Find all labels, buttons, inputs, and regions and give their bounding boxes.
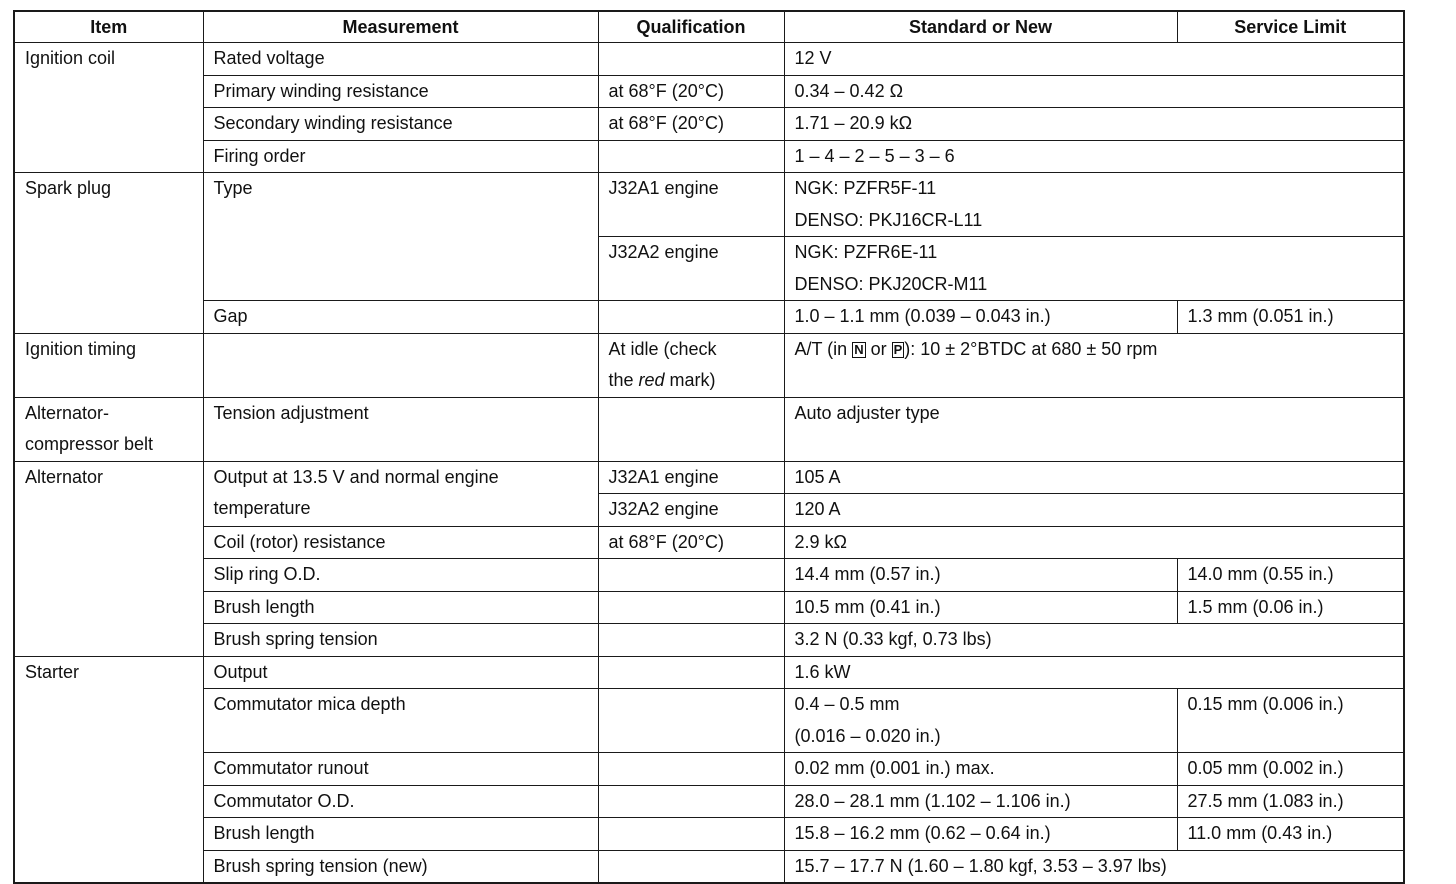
standard-cell: 0.02 mm (0.001 in.) max. xyxy=(784,753,1177,786)
qualification-cell: at 68°F (20°C) xyxy=(598,108,784,141)
standard-cell: 1.71 – 20.9 kΩ xyxy=(784,108,1404,141)
text-run: or xyxy=(865,338,892,359)
standard-cell xyxy=(784,689,1177,753)
service-limit-cell: 14.0 mm (0.55 in.) xyxy=(1177,559,1404,592)
table-row xyxy=(14,397,1404,461)
measurement-cell: Commutator mica depth xyxy=(203,689,598,753)
qualification-cell: J32A1 engine xyxy=(598,173,784,237)
qualification-cell xyxy=(598,753,784,786)
gear-n-symbol: N xyxy=(854,341,864,357)
measurement-cell: Gap xyxy=(203,301,598,334)
table-row xyxy=(14,850,1404,883)
standard-cell: 1 – 4 – 2 – 5 – 3 – 6 xyxy=(784,140,1404,173)
table-row xyxy=(14,753,1404,786)
service-limit-cell: 0.15 mm (0.006 in.) xyxy=(1177,689,1404,753)
table-row xyxy=(14,43,1404,76)
qualification-cell xyxy=(598,397,784,461)
table-row xyxy=(14,140,1404,173)
measurement-cell: Firing order xyxy=(203,140,598,173)
qualification-cell: at 68°F (20°C) xyxy=(598,526,784,559)
measurement-cell: Tension adjustment xyxy=(203,397,598,461)
measurement-cell: Coil (rotor) resistance xyxy=(203,526,598,559)
table-row xyxy=(14,785,1404,818)
standard-cell: Auto adjuster type xyxy=(784,397,1404,461)
measurement-cell: Brush spring tension (new) xyxy=(203,850,598,883)
item-line: Alternator- xyxy=(25,402,110,423)
measurement-line: temperature xyxy=(213,498,311,518)
service-limit-cell: 1.5 mm (0.06 in.) xyxy=(1177,591,1404,624)
table-row xyxy=(14,461,1404,494)
measurement-cell: Type xyxy=(203,173,598,301)
service-limit-cell: 0.05 mm (0.002 in.) xyxy=(1177,753,1404,786)
table-row xyxy=(14,818,1404,851)
table-row xyxy=(14,75,1404,108)
service-limit-cell: 27.5 mm (1.083 in.) xyxy=(1177,785,1404,818)
measurement-line: Output at 13.5 V and normal engine xyxy=(213,466,499,487)
table-row xyxy=(14,173,1404,237)
qualification-cell: J32A1 engine xyxy=(598,461,784,494)
service-limit-cell: 11.0 mm (0.43 in.) xyxy=(1177,818,1404,851)
qualification-cell xyxy=(598,624,784,657)
item-spark-plug: Spark plug xyxy=(14,173,203,334)
table-row xyxy=(14,108,1404,141)
header-item: Item xyxy=(14,11,203,43)
qualification-cell: at 68°F (20°C) xyxy=(598,75,784,108)
measurement-cell xyxy=(203,333,598,397)
standard-cell: 1.0 – 1.1 mm (0.039 – 0.043 in.) xyxy=(784,301,1177,334)
table-row xyxy=(14,656,1404,689)
qualification-line: At idle (check xyxy=(608,338,717,359)
measurement-cell: Commutator O.D. xyxy=(203,785,598,818)
qualification-cell xyxy=(598,559,784,592)
table-row xyxy=(14,591,1404,624)
standard-cell: 0.34 – 0.42 Ω xyxy=(784,75,1404,108)
qualification-cell xyxy=(598,140,784,173)
standard-cell: 28.0 – 28.1 mm (1.102 – 1.106 in.) xyxy=(784,785,1177,818)
measurement-cell: Brush spring tension xyxy=(203,624,598,657)
measurement-cell: Slip ring O.D. xyxy=(203,559,598,592)
qualification-cell xyxy=(598,301,784,334)
table-row xyxy=(14,333,1404,397)
denso-plug: DENSO: PKJ20CR-M11 xyxy=(794,273,988,294)
qualification-cell xyxy=(598,850,784,883)
item-belt xyxy=(14,397,203,461)
header-service-limit: Service Limit xyxy=(1177,11,1404,43)
measurement-cell: Commutator runout xyxy=(203,753,598,786)
standard-cell: 120 A xyxy=(784,494,1404,527)
header-standard: Standard or New xyxy=(784,11,1177,43)
text-run: the xyxy=(608,370,639,390)
standard-line: (0.016 – 0.020 in.) xyxy=(794,725,941,746)
table-row xyxy=(14,526,1404,559)
qualification-cell xyxy=(598,591,784,624)
denso-plug: DENSO: PKJ16CR-L11 xyxy=(794,209,983,230)
ngk-plug: NGK: PZFR6E-11 xyxy=(794,242,938,262)
standard-cell: 105 A xyxy=(784,461,1404,494)
service-limit-cell: 1.3 mm (0.051 in.) xyxy=(1177,301,1404,334)
table-row xyxy=(14,559,1404,592)
standard-cell xyxy=(784,237,1404,301)
standard-line: 0.4 – 0.5 mm xyxy=(794,694,900,714)
qualification-cell: J32A2 engine xyxy=(598,237,784,301)
item-line: compressor belt xyxy=(25,434,154,454)
table-row xyxy=(14,301,1404,334)
table-row xyxy=(14,689,1404,753)
item-starter: Starter xyxy=(14,656,203,883)
qualification-cell xyxy=(598,43,784,76)
text-run: A/T (in xyxy=(794,338,853,359)
header-row xyxy=(14,11,1404,43)
table-row xyxy=(14,624,1404,657)
measurement-cell: Primary winding resistance xyxy=(203,75,598,108)
qualification-cell xyxy=(598,785,784,818)
standard-cell: 1.6 kW xyxy=(784,656,1404,689)
standard-cell: 2.9 kΩ xyxy=(784,526,1404,559)
ngk-plug: NGK: PZFR5F-11 xyxy=(794,178,937,198)
measurement-cell: Rated voltage xyxy=(203,43,598,76)
header-qualification: Qualification xyxy=(598,11,784,43)
measurement-cell: Secondary winding resistance xyxy=(203,108,598,141)
standard-cell: 10.5 mm (0.41 in.) xyxy=(784,591,1177,624)
header-measurement: Measurement xyxy=(203,11,598,43)
gear-p-symbol: P xyxy=(893,341,903,357)
qualification-cell xyxy=(598,333,784,397)
specifications-table xyxy=(13,10,1405,884)
standard-cell: 14.4 mm (0.57 in.) xyxy=(784,559,1177,592)
qualification-cell: J32A2 engine xyxy=(598,494,784,527)
measurement-cell xyxy=(203,461,598,526)
qualification-cell xyxy=(598,689,784,753)
qualification-cell xyxy=(598,656,784,689)
standard-cell xyxy=(784,173,1404,237)
standard-cell: 12 V xyxy=(784,43,1404,76)
emphasis-red: red xyxy=(638,370,665,390)
item-ignition-coil: Ignition coil xyxy=(14,43,203,173)
measurement-cell: Brush length xyxy=(203,591,598,624)
text-run: ): 10 ± 2°BTDC at 680 ± 50 rpm xyxy=(904,338,1158,359)
text-run: mark) xyxy=(664,370,716,390)
item-ignition-timing: Ignition timing xyxy=(14,333,203,397)
standard-cell: 15.7 – 17.7 N (1.60 – 1.80 kgf, 3.53 – 3.97 lbs) xyxy=(784,850,1404,883)
qualification-line xyxy=(609,365,784,397)
measurement-cell: Brush length xyxy=(203,818,598,851)
qualification-cell xyxy=(598,818,784,851)
standard-cell: 15.8 – 16.2 mm (0.62 – 0.64 in.) xyxy=(784,818,1177,851)
item-alternator: Alternator xyxy=(14,461,203,656)
standard-cell: 3.2 N (0.33 kgf, 0.73 lbs) xyxy=(784,624,1404,657)
standard-cell xyxy=(784,333,1404,397)
measurement-cell: Output xyxy=(203,656,598,689)
